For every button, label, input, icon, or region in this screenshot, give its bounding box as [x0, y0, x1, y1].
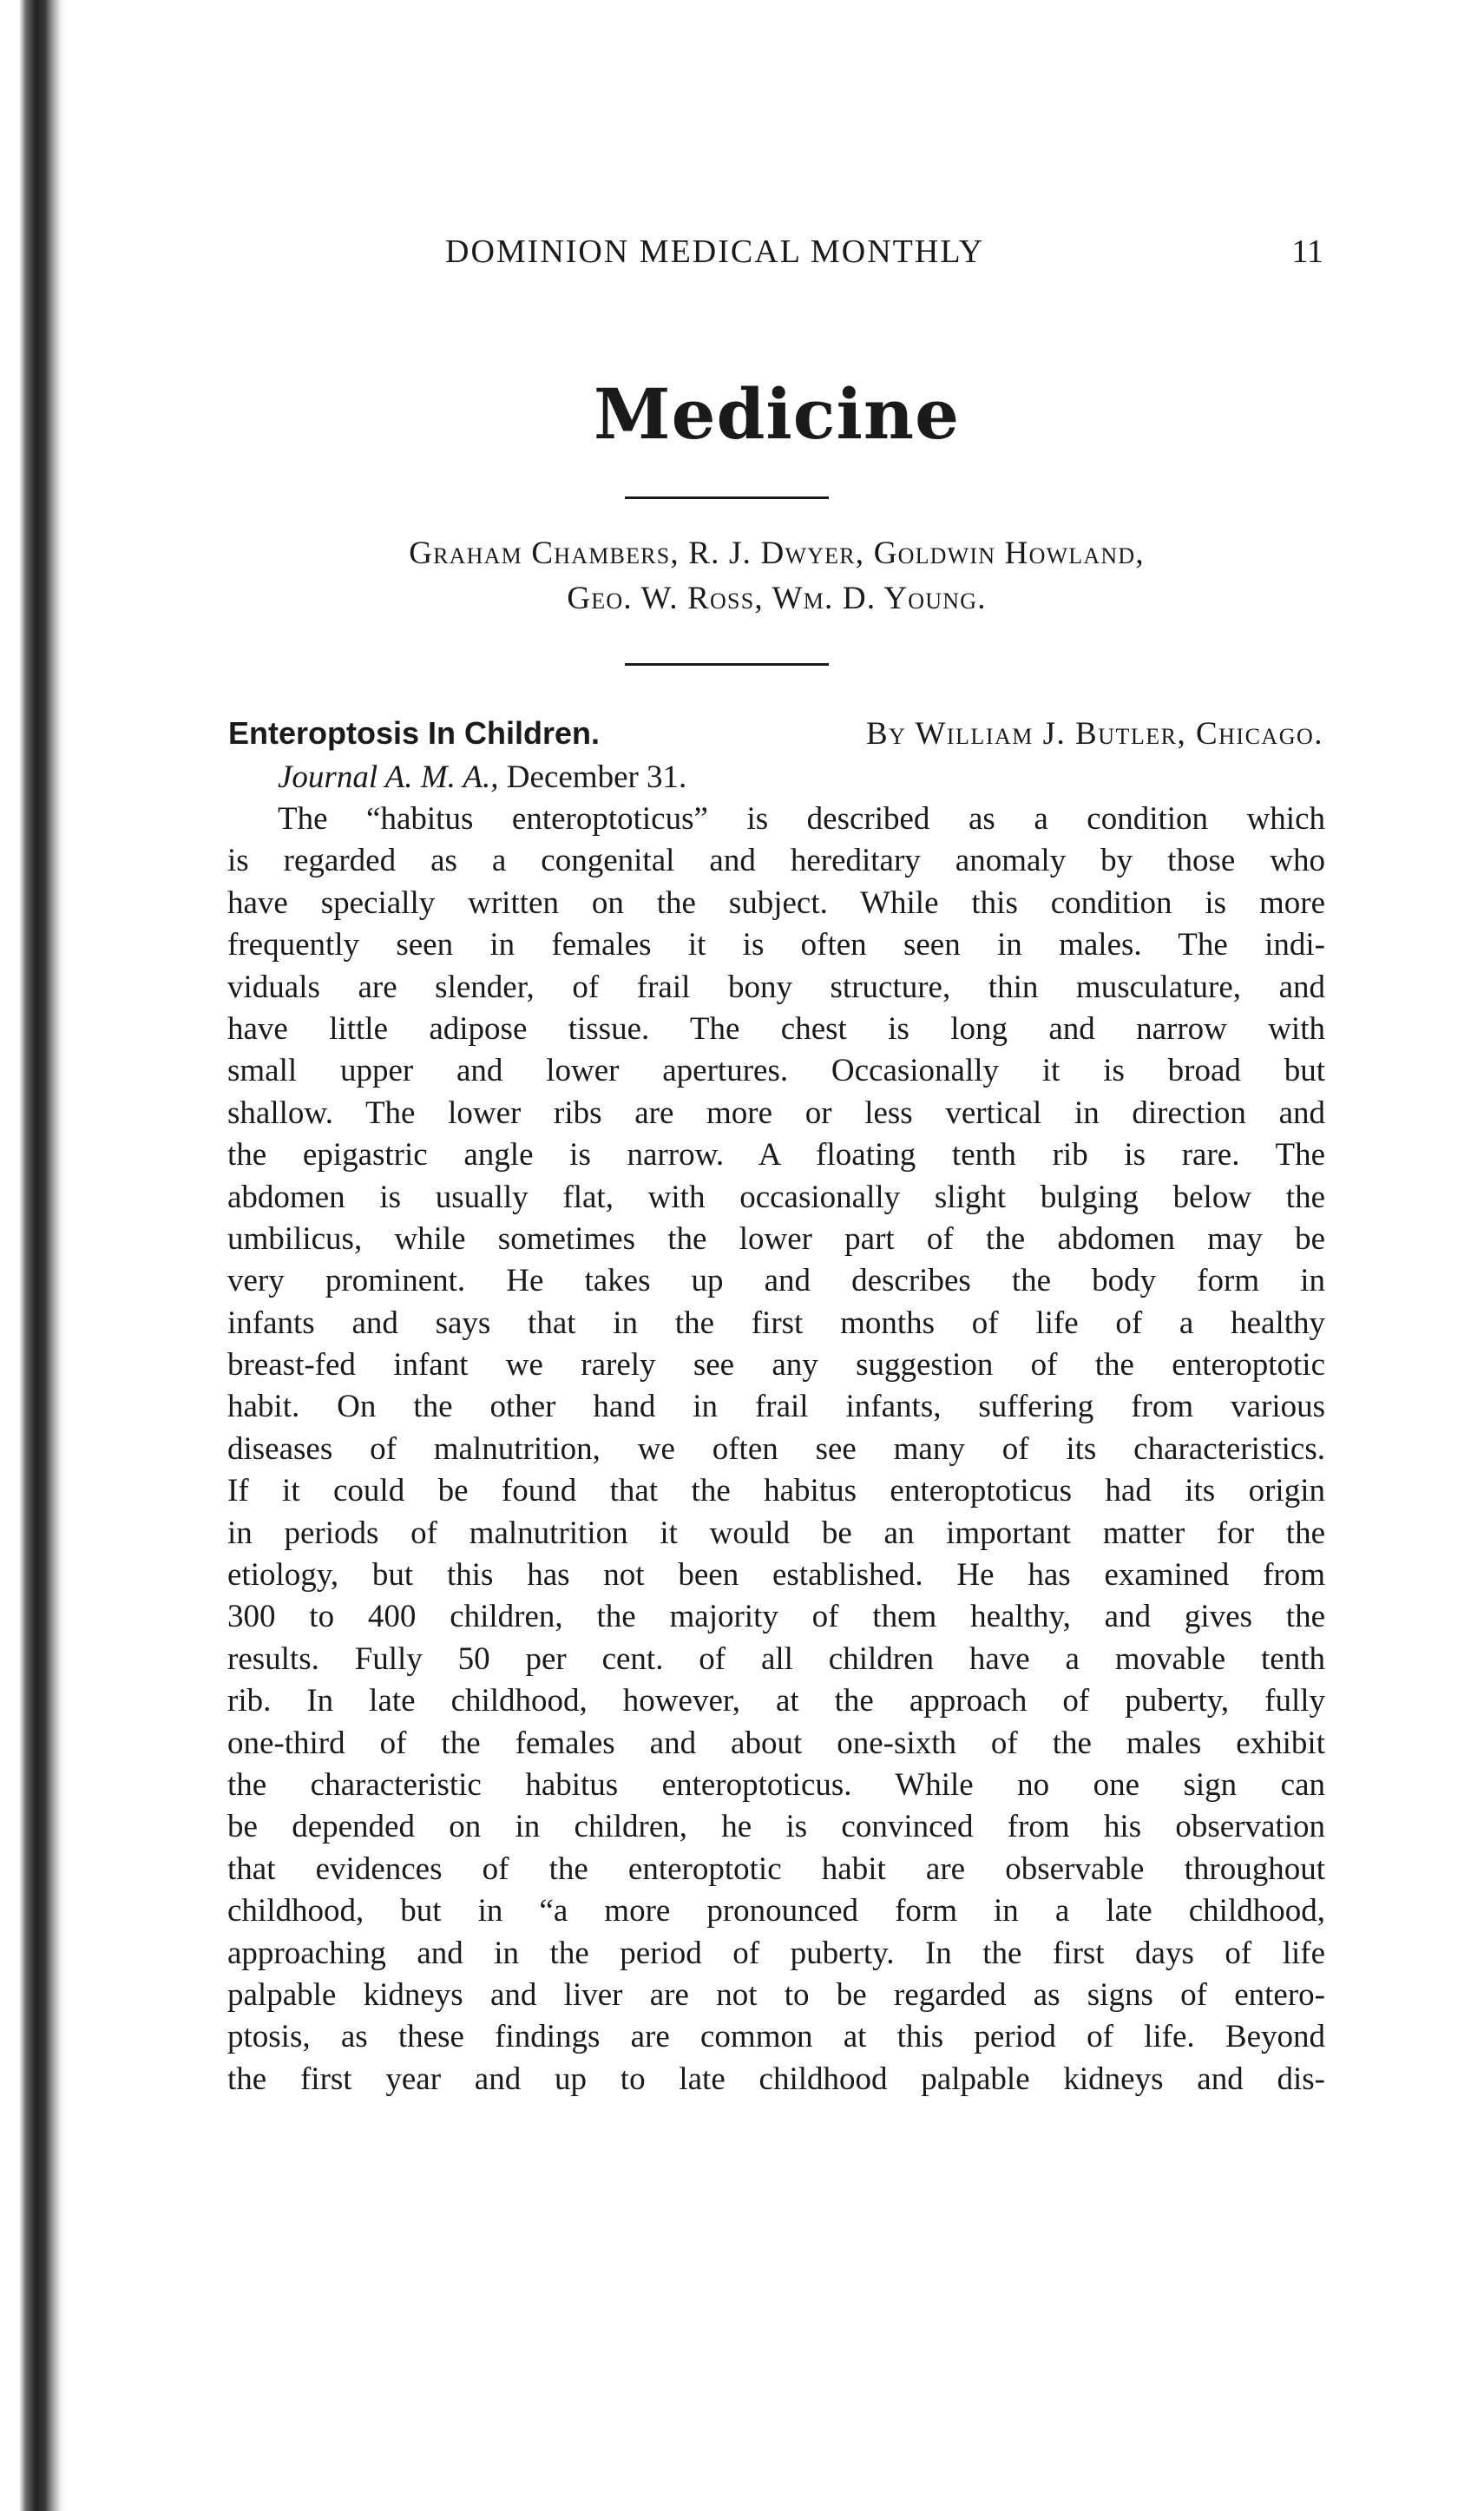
body-line: be depended on in children, he is convinced from his observation [227, 1809, 1325, 1845]
body-line: breast-fed infant we rarely see any suggestion of the enteroptotic [227, 1347, 1325, 1384]
body-line: small upper and lower apertures. Occasionally it is broad but [227, 1053, 1325, 1089]
body-line: ptosis, as these findings are common at this period of life. Beyond [227, 2019, 1325, 2055]
body-line: the characteristic habitus enteroptoticus. While no one sign can [227, 1766, 1325, 1803]
page-number: 11 [1291, 233, 1323, 270]
section-title: Medicine [594, 373, 960, 455]
divider-rule-top [625, 496, 829, 499]
article-title: Enteroptosis In Children. [228, 715, 601, 751]
body-line: the first year and up to late childhood palpable kidneys and dis- [227, 2061, 1325, 2097]
body-line: shallow. The lower ribs are more or less vertical in direction and [227, 1094, 1325, 1131]
editors-line-2: Geo. W. Ross, Wm. D. Young. [567, 581, 987, 616]
body-line: diseases of malnutrition, we often see many of its characteristics. [227, 1430, 1325, 1467]
body-line: viduals are slender, of frail bony structure, thin musculature, and [227, 969, 1325, 1005]
body-line: is regarded as a congenital and hereditary anomaly by those who [227, 843, 1325, 879]
body-line: The “habitus enteroptoticus” is described as a condition which [278, 801, 1325, 837]
article-body [227, 799, 1325, 2100]
body-line: the epigastric angle is narrow. A floating tenth rib is rare. The [227, 1137, 1325, 1173]
body-line: rib. In late childhood, however, at the approach of puberty, fully [227, 1683, 1325, 1719]
body-line: very prominent. He takes up and describes the body form in [227, 1263, 1325, 1299]
article-heading [228, 715, 1323, 802]
source-journal: Journal A. M. A., [278, 759, 499, 795]
body-line: infants and says that in the first months of life of a healthy [227, 1305, 1325, 1341]
body-line: etiology, but this has not been established. He has examined from [227, 1557, 1325, 1594]
article-byline: By William J. Butler, Chicago. [865, 716, 1323, 752]
body-line: have little adipose tissue. The chest is long and narrow with [227, 1010, 1325, 1047]
body-line: If it could be found that the habitus enteroptoticus had its origin [227, 1473, 1325, 1509]
editors-line-1: Graham Chambers, R. J. Dwyer, Goldwin Howland, [409, 536, 1145, 571]
body-line: umbilicus, while sometimes the lower part of the abdomen may be [227, 1220, 1325, 1257]
body-line: that evidences of the enteroptotic habit are observable throughout [227, 1850, 1325, 1887]
source-date: December 31. [506, 759, 687, 795]
body-line: one-third of the females and about one-sixth of the males exhibit [227, 1725, 1325, 1761]
body-line: approaching and in the period of puberty. In the first days of life [227, 1935, 1325, 1971]
body-line: have specially written on the subject. While this condition is more [227, 884, 1325, 921]
body-line: 300 to 400 children, the majority of them healthy, and gives the [227, 1599, 1325, 1635]
scan-binding-edge [0, 0, 68, 2511]
journal-title: DOMINION MEDICAL MONTHLY [445, 233, 985, 270]
divider-rule-bottom [625, 663, 829, 666]
article-source [278, 759, 686, 796]
body-line: frequently seen in females it is often seen in males. The indi- [227, 927, 1325, 963]
body-line: in periods of malnutrition it would be an important matter for the [227, 1515, 1325, 1551]
body-line: habit. On the other hand in frail infants, suffering from various [227, 1389, 1325, 1425]
body-line: abdomen is usually flat, with occasionally slight bulging below the [227, 1179, 1325, 1215]
body-line: results. Fully 50 per cent. of all children have a movable tenth [227, 1640, 1325, 1677]
body-line: palpable kidneys and liver are not to be regarded as signs of entero- [227, 1976, 1325, 2013]
body-line: childhood, but in “a more pronounced form in a late childhood, [227, 1893, 1325, 1929]
running-head [230, 233, 1323, 276]
